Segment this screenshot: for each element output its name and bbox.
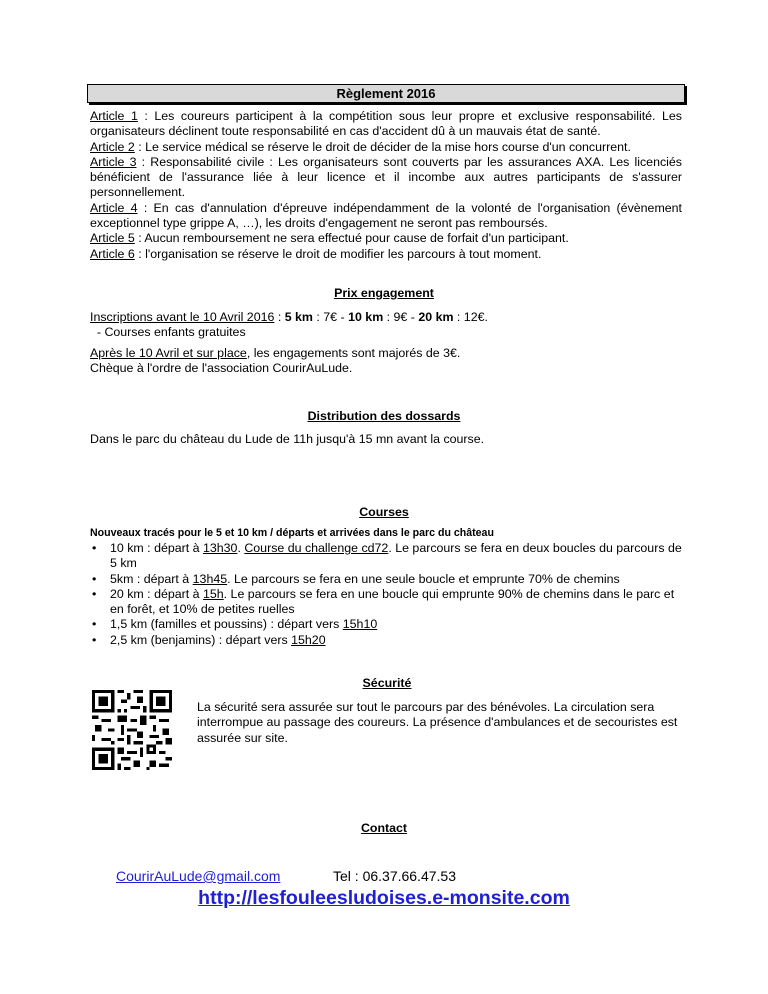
prix-line-2: - Courses enfants gratuites <box>90 325 246 340</box>
courses-subtitle: Nouveaux tracés pour le 5 et 10 km / départs et arrivées dans le parc du château <box>90 527 494 539</box>
course-text: . Le parcours se fera en une boucle qui emprunte 90% de chemins dans le parc et en forêt, et 10% de petites ruelles <box>110 586 675 617</box>
article-label: Article 6 <box>90 246 135 261</box>
separator-text: : <box>274 310 285 324</box>
reglement-articles <box>90 109 682 262</box>
prix-line-4: Chèque à l'ordre de l'association CourirAuLude. <box>90 360 353 375</box>
article-text: : Le service médical se réserve le droit de décider de la mise hors course d'un concurrent. <box>134 139 631 154</box>
course-text: 20 km : départ à <box>110 586 203 601</box>
prix-heading: Prix engagement <box>334 286 434 300</box>
course-item <box>90 633 682 648</box>
challenge-link: Course du challenge cd72 <box>244 541 389 555</box>
course-item <box>90 541 682 572</box>
course-item <box>90 587 682 618</box>
distance-10km: 10 km <box>348 310 384 324</box>
article-1 <box>90 109 682 140</box>
course-text: 1,5 km (familles et poussins) : départ vers <box>110 617 343 632</box>
article-text: : l'organisation se réserve le droit de modifier les parcours à tout moment. <box>134 246 542 261</box>
majoration-text: , les engagements sont majorés de 3€. <box>246 345 461 360</box>
contact-email-link[interactable]: CourirAuLude@gmail.com <box>116 868 281 884</box>
course-time: 13h30 <box>202 541 238 555</box>
dossards-heading: Distribution des dossards <box>307 409 461 423</box>
article-text: : Aucun remboursement ne sera effectué pour cause de forfait d'un participant. <box>134 231 569 246</box>
article-3 <box>90 155 682 201</box>
article-4 <box>90 201 682 232</box>
courses-list <box>90 541 682 648</box>
contact-phone: Tel : 06.37.66.47.53 <box>333 868 456 884</box>
securite-heading: Sécurité <box>362 676 412 690</box>
article-text: : Les coureurs participent à la compétition sous leur propre et exclusive responsabilité. Les organisateurs déclinent toute responsabilité en cas d'accident dû à un mauvais état de santé. <box>90 109 682 139</box>
course-item <box>90 572 682 587</box>
article-6 <box>90 247 682 262</box>
course-text: 5km : départ à <box>110 571 193 586</box>
price-20km: : 12€. <box>453 310 488 324</box>
course-text: 2,5 km (benjamins) : départ vers <box>110 632 292 647</box>
article-label: Article 5 <box>90 231 135 246</box>
article-2 <box>90 140 682 155</box>
article-text: : En cas d'annulation d'épreuve indépendamment de la volonté de l'organisation (évènement exceptionnel type grippe A, …), les droits d'engagement ne seront pas remboursés. <box>90 200 682 231</box>
courses-section <box>90 526 682 648</box>
distance-5km: 5 km <box>284 310 313 324</box>
course-time: 15h20 <box>291 632 326 647</box>
website-link[interactable]: http://lesfouleesludoises.e-monsite.com <box>198 887 570 909</box>
contact-heading: Contact <box>360 821 408 835</box>
prix-line-1 <box>90 310 682 325</box>
course-text: . Le parcours se fera en deux boucles du parcours de 5 km <box>110 541 682 571</box>
qr-code-icon <box>92 690 172 770</box>
course-item <box>90 617 682 632</box>
inscriptions-date-link: Inscriptions avant le 10 Avril 2016 <box>90 310 275 324</box>
prix-line-3 <box>90 346 682 361</box>
article-label: Article 2 <box>90 139 135 154</box>
price-10km: : 9€ - <box>383 310 419 324</box>
prix-details <box>90 310 682 376</box>
article-label: Article 1 <box>90 109 138 123</box>
reglement-title: Règlement 2016 <box>87 84 685 103</box>
article-label: Article 4 <box>90 200 138 215</box>
after-date-link: Après le 10 Avril et sur place <box>90 345 247 360</box>
distance-20km: 20 km <box>418 310 454 324</box>
securite-text: La sécurité sera assurée sur tout le parcours par des bénévoles. La circulation sera interrompue au passage des coureurs. La présence d'ambulances et de secouristes est assurée sur site. <box>197 700 678 745</box>
course-text: 10 km : départ à <box>110 541 203 555</box>
courses-heading: Courses <box>359 505 409 519</box>
course-text: . Le parcours se fera en une seule boucle et emprunte 70% de chemins <box>227 571 620 586</box>
article-label: Article 3 <box>90 154 137 169</box>
price-5km: : 7€ - <box>312 310 349 324</box>
course-time: 13h45 <box>192 571 228 586</box>
article-text: : Responsabilité civile : Les organisateurs sont couverts par les assurances AXA. Les licenciés bénéficient de l'assurance liée à leur licence et il incombe aux autres participants de s'assurer personnellement. <box>90 154 682 200</box>
course-time: 15h <box>202 586 224 601</box>
course-text: . <box>237 541 245 555</box>
article-5 <box>90 231 682 246</box>
course-time: 15h10 <box>342 617 378 632</box>
dossards-text: Dans le parc du château du Lude de 11h jusqu'à 15 mn avant la course. <box>90 432 485 446</box>
